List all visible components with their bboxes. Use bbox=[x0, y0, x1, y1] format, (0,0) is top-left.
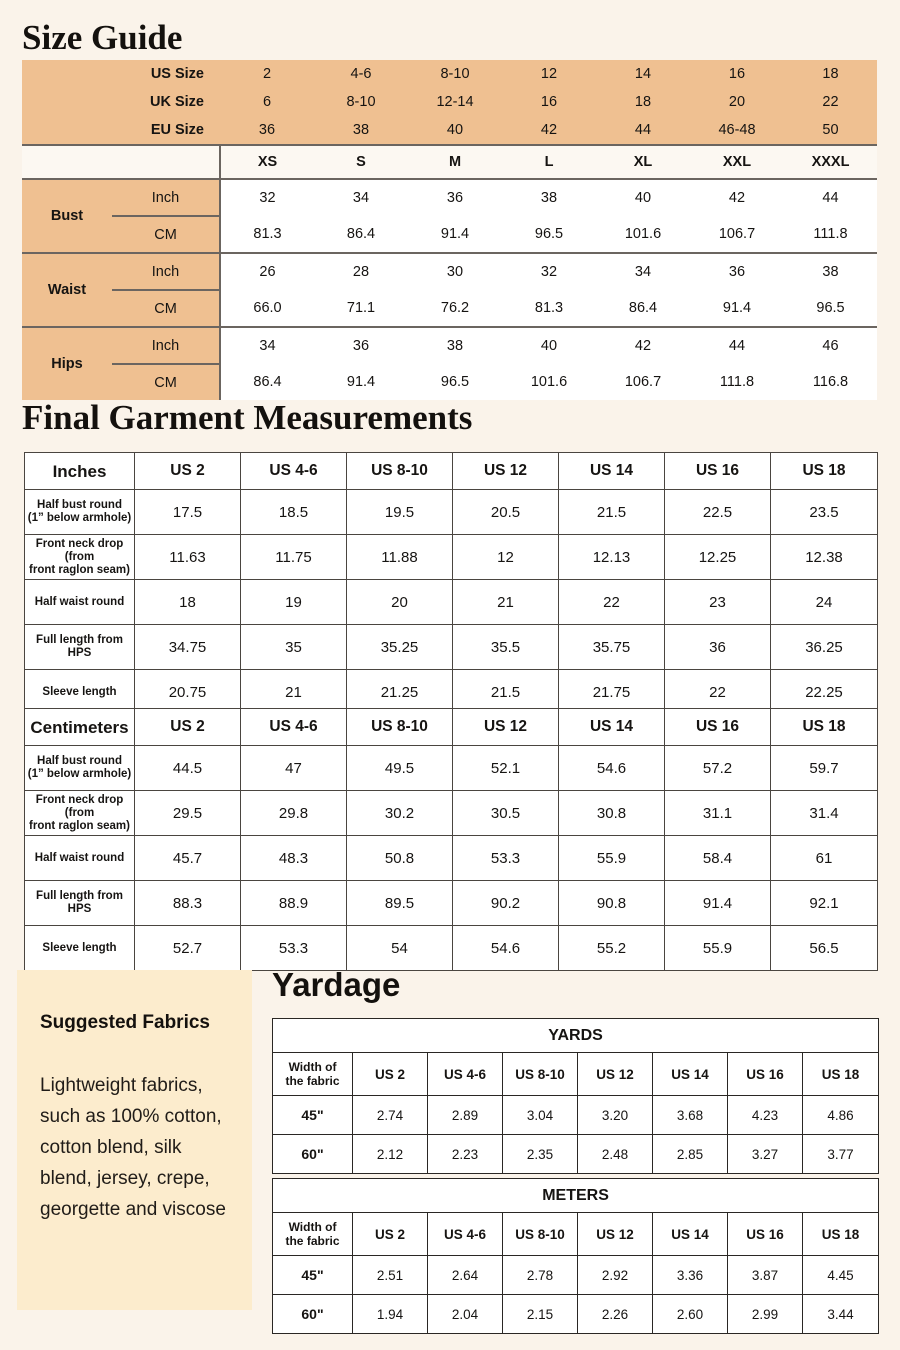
size-column-header: US 12 bbox=[453, 709, 559, 746]
measurement-unit: Inch bbox=[112, 179, 220, 216]
measurement-unit: CM bbox=[112, 290, 220, 327]
measurement-row-label: Sleeve length bbox=[25, 926, 135, 971]
size-guide-table bbox=[22, 60, 877, 400]
measurement-row-label: Full length from HPS bbox=[25, 625, 135, 670]
size-column-header: US 14 bbox=[653, 1213, 728, 1256]
suggested-fabrics-text: Lightweight fabrics, such as 100% cotton, cotton blend, silk blend, jersey, crepe, georgette and viscose bbox=[40, 1075, 226, 1220]
size-value: 40 bbox=[408, 116, 502, 145]
measurement-row bbox=[25, 535, 878, 580]
measurement-cell: 53.3 bbox=[453, 836, 559, 881]
measurement-value: 81.3 bbox=[502, 290, 596, 327]
measurement-cell: 30.8 bbox=[559, 791, 665, 836]
yardage-cell: 2.48 bbox=[578, 1135, 653, 1174]
letter-size: XXXL bbox=[784, 145, 877, 179]
size-value: 38 bbox=[314, 116, 408, 145]
measurement-cell: 29.8 bbox=[241, 791, 347, 836]
yardage-row bbox=[273, 1256, 879, 1295]
final-garment-centimeters-table bbox=[24, 708, 878, 971]
measurement-cell: 12 bbox=[453, 535, 559, 580]
table-header-row bbox=[25, 453, 878, 490]
size-column-header: US 4-6 bbox=[428, 1213, 503, 1256]
yardage-yards-table bbox=[272, 1018, 879, 1174]
measurement-cell: 22.25 bbox=[771, 670, 878, 715]
size-value: 18 bbox=[596, 88, 690, 116]
yardage-cell: 2.23 bbox=[428, 1135, 503, 1174]
measurement-cell: 91.4 bbox=[665, 881, 771, 926]
measurement-row-label: Half waist round bbox=[25, 580, 135, 625]
unit-banner-row bbox=[273, 1179, 879, 1213]
measurement-value: 38 bbox=[784, 253, 877, 290]
measurement-cell: 22 bbox=[665, 670, 771, 715]
measurement-row bbox=[22, 290, 877, 327]
size-value: 46-48 bbox=[690, 116, 784, 145]
fabric-width-label: 60" bbox=[273, 1295, 353, 1334]
measurement-row-label: Front neck drop (from front raglon seam) bbox=[25, 535, 135, 580]
measurement-cell: 36 bbox=[665, 625, 771, 670]
unit-header: Inches bbox=[25, 453, 135, 490]
letter-size-blank bbox=[22, 145, 220, 179]
measurement-cell: 21.5 bbox=[559, 490, 665, 535]
measurement-cell: 30.5 bbox=[453, 791, 559, 836]
measurement-value: 42 bbox=[690, 179, 784, 216]
measurement-cell: 35.75 bbox=[559, 625, 665, 670]
size-column-header: US 16 bbox=[665, 453, 771, 490]
unit-banner: METERS bbox=[273, 1179, 879, 1213]
measurement-cell: 54.6 bbox=[453, 926, 559, 971]
measurement-value: 38 bbox=[408, 327, 502, 364]
width-of-fabric-header: Width of the fabric bbox=[273, 1053, 353, 1096]
measurement-cell: 47 bbox=[241, 746, 347, 791]
measurement-cell: 49.5 bbox=[347, 746, 453, 791]
measurement-cell: 92.1 bbox=[771, 881, 878, 926]
size-value: 16 bbox=[690, 60, 784, 88]
measurement-cell: 11.63 bbox=[135, 535, 241, 580]
measurement-value: 101.6 bbox=[596, 216, 690, 253]
yardage-cell: 3.87 bbox=[728, 1256, 803, 1295]
measurement-row bbox=[25, 791, 878, 836]
yardage-row bbox=[273, 1096, 879, 1135]
measurement-value: 101.6 bbox=[502, 364, 596, 400]
measurement-value: 71.1 bbox=[314, 290, 408, 327]
final-garment-measurements-title: Final Garment Measurements bbox=[22, 398, 473, 437]
size-value: 18 bbox=[784, 60, 877, 88]
suggested-fabrics-title: Suggested Fabrics bbox=[40, 1012, 210, 1033]
measurement-cell: 44.5 bbox=[135, 746, 241, 791]
size-column-header: US 4-6 bbox=[241, 453, 347, 490]
measurement-value: 91.4 bbox=[690, 290, 784, 327]
measurement-cell: 21.25 bbox=[347, 670, 453, 715]
measurement-cell: 17.5 bbox=[135, 490, 241, 535]
size-value: 16 bbox=[502, 88, 596, 116]
yardage-cell: 3.68 bbox=[653, 1096, 728, 1135]
size-value: 8-10 bbox=[408, 60, 502, 88]
size-column-header: US 12 bbox=[453, 453, 559, 490]
measurement-unit: Inch bbox=[112, 327, 220, 364]
size-column-header: US 2 bbox=[353, 1053, 428, 1096]
yardage-cell: 2.26 bbox=[578, 1295, 653, 1334]
yardage-cell: 2.85 bbox=[653, 1135, 728, 1174]
size-column-header: US 2 bbox=[353, 1213, 428, 1256]
measurement-value: 28 bbox=[314, 253, 408, 290]
measurement-value: 91.4 bbox=[314, 364, 408, 400]
size-row-label: UK Size bbox=[22, 88, 220, 116]
size-value: 50 bbox=[784, 116, 877, 145]
size-row-label: US Size bbox=[22, 60, 220, 88]
yardage-cell: 2.35 bbox=[503, 1135, 578, 1174]
measurement-value: 116.8 bbox=[784, 364, 877, 400]
measurement-cell: 89.5 bbox=[347, 881, 453, 926]
measurement-row bbox=[25, 746, 878, 791]
measurement-unit: CM bbox=[112, 216, 220, 253]
measurement-value: 96.5 bbox=[502, 216, 596, 253]
measurement-row bbox=[22, 364, 877, 400]
measurement-value: 111.8 bbox=[690, 364, 784, 400]
size-value: 22 bbox=[784, 88, 877, 116]
yardage-cell: 3.27 bbox=[728, 1135, 803, 1174]
yardage-title: Yardage bbox=[272, 966, 401, 1003]
measurement-cell: 12.13 bbox=[559, 535, 665, 580]
size-value: 12-14 bbox=[408, 88, 502, 116]
size-column-header: US 18 bbox=[803, 1053, 879, 1096]
fabric-width-label: 45" bbox=[273, 1096, 353, 1135]
measurement-cell: 54 bbox=[347, 926, 453, 971]
measurement-cell: 55.9 bbox=[559, 836, 665, 881]
letter-size: XXL bbox=[690, 145, 784, 179]
measurement-value: 106.7 bbox=[690, 216, 784, 253]
measurement-cell: 22.5 bbox=[665, 490, 771, 535]
measurement-cell: 21 bbox=[453, 580, 559, 625]
measurement-row-label: Full length from HPS bbox=[25, 881, 135, 926]
measurement-value: 34 bbox=[220, 327, 314, 364]
measurement-label: Bust bbox=[22, 179, 112, 253]
yardage-cell: 2.89 bbox=[428, 1096, 503, 1135]
measurement-cell: 52.7 bbox=[135, 926, 241, 971]
measurement-value: 32 bbox=[220, 179, 314, 216]
measurement-value: 96.5 bbox=[784, 290, 877, 327]
size-value: 8-10 bbox=[314, 88, 408, 116]
size-column-header: US 2 bbox=[135, 453, 241, 490]
letter-size: L bbox=[502, 145, 596, 179]
measurement-row bbox=[25, 881, 878, 926]
measurement-cell: 52.1 bbox=[453, 746, 559, 791]
measurement-row bbox=[25, 580, 878, 625]
size-row bbox=[22, 88, 877, 116]
size-column-header: US 8-10 bbox=[347, 709, 453, 746]
measurement-row bbox=[22, 216, 877, 253]
measurement-cell: 59.7 bbox=[771, 746, 878, 791]
measurement-value: 81.3 bbox=[220, 216, 314, 253]
yardage-cell: 3.20 bbox=[578, 1096, 653, 1135]
fabric-width-label: 60" bbox=[273, 1135, 353, 1174]
measurement-value: 86.4 bbox=[596, 290, 690, 327]
size-value: 4-6 bbox=[314, 60, 408, 88]
measurement-cell: 23.5 bbox=[771, 490, 878, 535]
yardage-cell: 2.12 bbox=[353, 1135, 428, 1174]
measurement-value: 46 bbox=[784, 327, 877, 364]
measurement-cell: 12.38 bbox=[771, 535, 878, 580]
measurement-row-label: Half bust round (1” below armhole) bbox=[25, 746, 135, 791]
measurement-value: 76.2 bbox=[408, 290, 502, 327]
letter-size: S bbox=[314, 145, 408, 179]
measurement-value: 96.5 bbox=[408, 364, 502, 400]
yardage-cell: 2.92 bbox=[578, 1256, 653, 1295]
size-column-header: US 18 bbox=[771, 453, 878, 490]
size-value: 42 bbox=[502, 116, 596, 145]
yardage-cell: 3.04 bbox=[503, 1096, 578, 1135]
size-value: 20 bbox=[690, 88, 784, 116]
fabric-width-label: 45" bbox=[273, 1256, 353, 1295]
measurement-row-label: Sleeve length bbox=[25, 670, 135, 715]
size-row bbox=[22, 60, 877, 88]
measurement-value: 36 bbox=[690, 253, 784, 290]
measurement-cell: 31.1 bbox=[665, 791, 771, 836]
measurement-label: Hips bbox=[22, 327, 112, 400]
measurement-value: 32 bbox=[502, 253, 596, 290]
table-header-row bbox=[273, 1053, 879, 1096]
measurement-cell: 21.75 bbox=[559, 670, 665, 715]
yardage-cell: 4.23 bbox=[728, 1096, 803, 1135]
yardage-cell: 2.74 bbox=[353, 1096, 428, 1135]
measurement-cell: 88.9 bbox=[241, 881, 347, 926]
yardage-row bbox=[273, 1135, 879, 1174]
measurement-cell: 20.75 bbox=[135, 670, 241, 715]
yardage-cell: 1.94 bbox=[353, 1295, 428, 1334]
measurement-value: 36 bbox=[408, 179, 502, 216]
measurement-cell: 88.3 bbox=[135, 881, 241, 926]
size-column-header: US 16 bbox=[728, 1213, 803, 1256]
size-column-header: US 12 bbox=[578, 1053, 653, 1096]
final-garment-inches-table bbox=[24, 452, 878, 715]
size-row-label: EU Size bbox=[22, 116, 220, 145]
measurement-value: 44 bbox=[784, 179, 877, 216]
yardage-cell: 3.36 bbox=[653, 1256, 728, 1295]
size-column-header: US 14 bbox=[559, 453, 665, 490]
measurement-cell: 35 bbox=[241, 625, 347, 670]
measurement-value: 66.0 bbox=[220, 290, 314, 327]
measurement-cell: 30.2 bbox=[347, 791, 453, 836]
measurement-value: 38 bbox=[502, 179, 596, 216]
yardage-meters-table bbox=[272, 1178, 879, 1334]
size-column-header: US 16 bbox=[728, 1053, 803, 1096]
measurement-row-label: Front neck drop (from front raglon seam) bbox=[25, 791, 135, 836]
yardage-cell: 3.77 bbox=[803, 1135, 879, 1174]
measurement-cell: 58.4 bbox=[665, 836, 771, 881]
letter-size: M bbox=[408, 145, 502, 179]
measurement-cell: 34.75 bbox=[135, 625, 241, 670]
measurement-cell: 55.9 bbox=[665, 926, 771, 971]
yardage-cell: 2.64 bbox=[428, 1256, 503, 1295]
letter-size: XL bbox=[596, 145, 690, 179]
measurement-cell: 23 bbox=[665, 580, 771, 625]
measurement-unit: Inch bbox=[112, 253, 220, 290]
measurement-unit: CM bbox=[112, 364, 220, 400]
measurement-cell: 35.5 bbox=[453, 625, 559, 670]
size-row bbox=[22, 116, 877, 145]
size-column-header: US 2 bbox=[135, 709, 241, 746]
measurement-cell: 19.5 bbox=[347, 490, 453, 535]
measurement-cell: 48.3 bbox=[241, 836, 347, 881]
measurement-cell: 56.5 bbox=[771, 926, 878, 971]
unit-header: Centimeters bbox=[25, 709, 135, 746]
size-column-header: US 16 bbox=[665, 709, 771, 746]
measurement-row bbox=[22, 253, 877, 290]
letter-size: XS bbox=[220, 145, 314, 179]
measurement-value: 42 bbox=[596, 327, 690, 364]
measurement-cell: 21 bbox=[241, 670, 347, 715]
measurement-cell: 18.5 bbox=[241, 490, 347, 535]
measurement-cell: 31.4 bbox=[771, 791, 878, 836]
size-column-header: US 18 bbox=[771, 709, 878, 746]
measurement-cell: 57.2 bbox=[665, 746, 771, 791]
size-value: 12 bbox=[502, 60, 596, 88]
measurement-value: 34 bbox=[314, 179, 408, 216]
size-value: 36 bbox=[220, 116, 314, 145]
measurement-row bbox=[25, 926, 878, 971]
measurement-cell: 22 bbox=[559, 580, 665, 625]
yardage-row bbox=[273, 1295, 879, 1334]
size-column-header: US 4-6 bbox=[241, 709, 347, 746]
measurement-value: 86.4 bbox=[220, 364, 314, 400]
measurement-value: 40 bbox=[596, 179, 690, 216]
measurement-row bbox=[22, 327, 877, 364]
measurement-cell: 61 bbox=[771, 836, 878, 881]
measurement-value: 26 bbox=[220, 253, 314, 290]
measurement-row bbox=[22, 179, 877, 216]
measurement-cell: 20.5 bbox=[453, 490, 559, 535]
measurement-value: 34 bbox=[596, 253, 690, 290]
size-value: 6 bbox=[220, 88, 314, 116]
measurement-cell: 11.75 bbox=[241, 535, 347, 580]
measurement-cell: 11.88 bbox=[347, 535, 453, 580]
yardage-cell: 4.86 bbox=[803, 1096, 879, 1135]
measurement-cell: 29.5 bbox=[135, 791, 241, 836]
yardage-cell: 3.44 bbox=[803, 1295, 879, 1334]
measurement-cell: 20 bbox=[347, 580, 453, 625]
size-column-header: US 4-6 bbox=[428, 1053, 503, 1096]
size-value: 14 bbox=[596, 60, 690, 88]
measurement-cell: 19 bbox=[241, 580, 347, 625]
measurement-cell: 54.6 bbox=[559, 746, 665, 791]
measurement-value: 44 bbox=[690, 327, 784, 364]
size-column-header: US 14 bbox=[653, 1053, 728, 1096]
unit-banner-row bbox=[273, 1019, 879, 1053]
measurement-row bbox=[25, 490, 878, 535]
size-column-header: US 8-10 bbox=[503, 1053, 578, 1096]
measurement-cell: 12.25 bbox=[665, 535, 771, 580]
measurement-cell: 24 bbox=[771, 580, 878, 625]
measurement-value: 106.7 bbox=[596, 364, 690, 400]
unit-banner: YARDS bbox=[273, 1019, 879, 1053]
measurement-value: 91.4 bbox=[408, 216, 502, 253]
measurement-value: 40 bbox=[502, 327, 596, 364]
size-column-header: US 12 bbox=[578, 1213, 653, 1256]
measurement-cell: 90.8 bbox=[559, 881, 665, 926]
measurement-row-label: Half bust round (1” below armhole) bbox=[25, 490, 135, 535]
yardage-cell: 2.99 bbox=[728, 1295, 803, 1334]
yardage-cell: 2.51 bbox=[353, 1256, 428, 1295]
width-of-fabric-header: Width of the fabric bbox=[273, 1213, 353, 1256]
measurement-cell: 21.5 bbox=[453, 670, 559, 715]
measurement-row bbox=[25, 625, 878, 670]
size-column-header: US 18 bbox=[803, 1213, 879, 1256]
measurement-value: 36 bbox=[314, 327, 408, 364]
yardage-cell: 2.60 bbox=[653, 1295, 728, 1334]
measurement-row-label: Half waist round bbox=[25, 836, 135, 881]
measurement-cell: 55.2 bbox=[559, 926, 665, 971]
measurement-cell: 36.25 bbox=[771, 625, 878, 670]
size-column-header: US 8-10 bbox=[503, 1213, 578, 1256]
yardage-cell: 4.45 bbox=[803, 1256, 879, 1295]
yardage-cell: 2.78 bbox=[503, 1256, 578, 1295]
table-header-row bbox=[273, 1213, 879, 1256]
measurement-value: 111.8 bbox=[784, 216, 877, 253]
letter-size-row bbox=[22, 145, 877, 179]
measurement-cell: 50.8 bbox=[347, 836, 453, 881]
measurement-label: Waist bbox=[22, 253, 112, 327]
measurement-cell: 18 bbox=[135, 580, 241, 625]
size-column-header: US 14 bbox=[559, 709, 665, 746]
table-header-row bbox=[25, 709, 878, 746]
yardage-cell: 2.04 bbox=[428, 1295, 503, 1334]
measurement-cell: 90.2 bbox=[453, 881, 559, 926]
size-column-header: US 8-10 bbox=[347, 453, 453, 490]
measurement-cell: 53.3 bbox=[241, 926, 347, 971]
measurement-value: 86.4 bbox=[314, 216, 408, 253]
size-value: 2 bbox=[220, 60, 314, 88]
measurement-cell: 45.7 bbox=[135, 836, 241, 881]
measurement-value: 30 bbox=[408, 253, 502, 290]
yardage-cell: 2.15 bbox=[503, 1295, 578, 1334]
size-guide-title: Size Guide bbox=[22, 18, 183, 57]
measurement-row bbox=[25, 836, 878, 881]
measurement-cell: 35.25 bbox=[347, 625, 453, 670]
size-value: 44 bbox=[596, 116, 690, 145]
